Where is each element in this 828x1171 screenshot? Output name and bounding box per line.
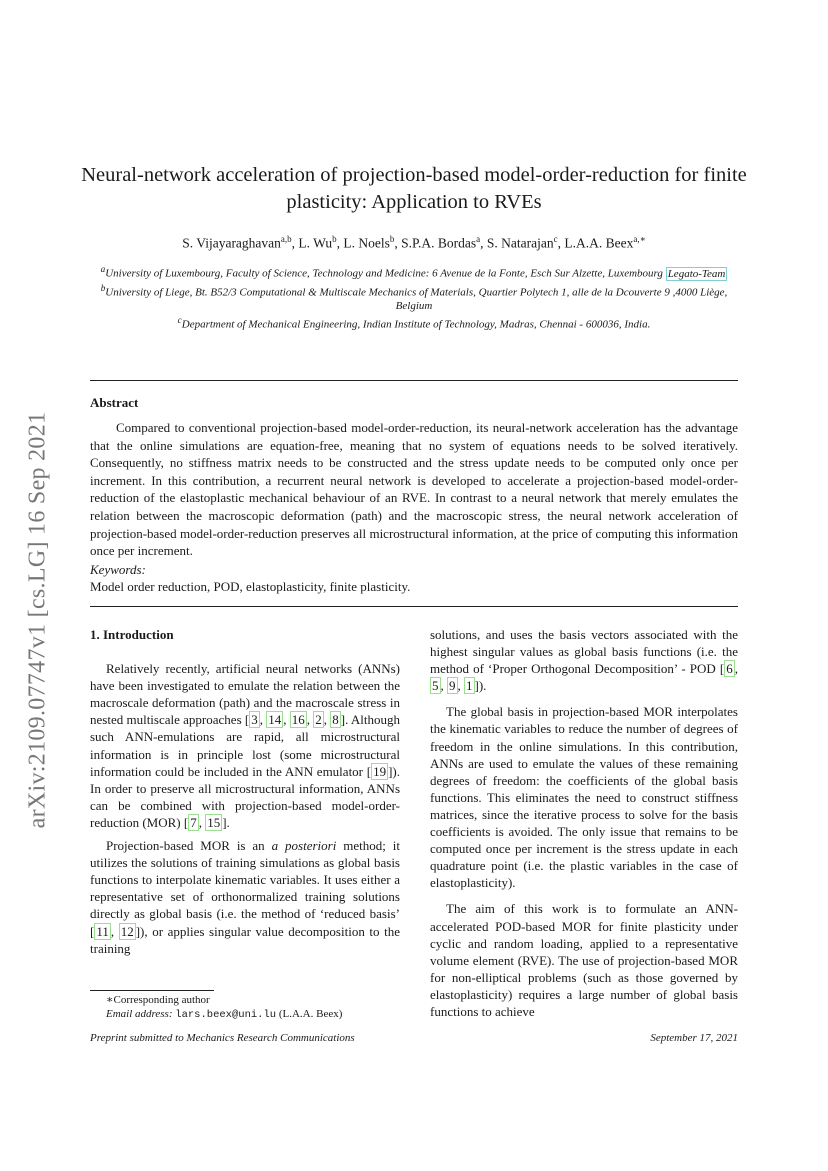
citation-link[interactable]: 1 (466, 678, 473, 694)
citation-link[interactable]: 15 (207, 814, 221, 830)
intro-paragraph-2-continued: solutions, and uses the basis vectors associated with the highest singular values as global basis functions (i.e. the method of ‘Proper Orthogonal Decomposition’ - POD [ 6 , 5 , 9 , 1 ]). (430, 627, 738, 694)
intro-paragraph-1: Relatively recently, artificial neural networks (ANNs) have been investigated to emulate the relation between the macroscale deformation (path) and the macroscale stress in nested multiscale approaches [ 3 , 14 , 16 , 2 , 8 ]. Although such ANN-emulations are rapid, all microstructural information is in principle lost (some microstructural information could be included in the ANN emulator [ 19 ]). In order to preserve all microstructural information, ANNs can be combined with projection-based model-order-reduction (MOR) [ 7 , 15 ]. (90, 661, 401, 830)
affiliation-a: $^a$University of Luxembourg, Faculty of Science, Technology and Medicine: 6 Avenue de la Fonte, Esch Sur Alzette, Luxembourg Legato-Team (100, 264, 726, 280)
keywords-text: Model order reduction, POD, elastoplasticity, finite plasticity. (90, 579, 411, 594)
citation-link[interactable]: 7 (190, 814, 197, 830)
email-link[interactable]: lars.beex@uni.lu (175, 1009, 277, 1021)
right-column (430, 626, 738, 1020)
email-line: Email address: lars.beex@uni.lu (L.A.A. Beex) (106, 1008, 343, 1021)
affiliation-c: $^c$Department of Mechanical Engineering, Indian Institute of Technology, Madras, Chennai - 600036, India. (177, 315, 651, 331)
intro-paragraph-3: The global basis in projection-based MOR interpolates the kinematic variables to reduce the number of degrees of freedom in the online simulations. In this contribution, ANNs are used to emulate the values of these remaining degrees of freedom: the coefficients of the global basis functions. This eliminates the need to construct stiffness matrices, since the iterative process to solve for the basis coefficients is avoided. The only issue that remains to be computed once per increment is the stress update in each quadrature point (i.e. the plastic variables in the case of elastoplasticity). (430, 704, 738, 891)
footer-date: September 17, 2021 (650, 1032, 738, 1044)
paper-title: Neural-network acceleration of projection-based model-order-reduction for finite plasticity: Application to RVEs (81, 164, 747, 213)
citation-link[interactable]: 12 (120, 923, 134, 939)
citation-link[interactable]: 11 (96, 923, 109, 939)
footer-journal: Preprint submitted to Mechanics Research Communications (90, 1032, 355, 1044)
abstract-bottom-rule (90, 606, 738, 607)
arxiv-id: arXiv:2109.07747v1 [cs.LG] 16 Sep 2021 (24, 411, 51, 829)
left-column (90, 626, 400, 957)
section-heading: 1. Introduction (90, 627, 174, 642)
citation-link[interactable]: 14 (268, 712, 282, 728)
citation-link[interactable]: 9 (449, 678, 456, 694)
intro-paragraph-2: Projection-based MOR is an a posteriori method; it utilizes the solutions of training simulations as global basis functions to interpolate kinematic variables. It uses either a representative set of orthonormalized training solutions directly as global basis (i.e. the method of ‘reduced basis’ [ 11 , 12 ]), or applies singular value decomposition to the training (90, 838, 400, 956)
corresponding-author-note: ∗Corresponding author (106, 994, 210, 1006)
intro-paragraph-4: The aim of this work is to formulate an ANN-accelerated POD-based MOR for finite plasticity under cyclic and random loading, applied to a representative volume element (RVE). The use of projection-based MOR for non-elliptical problems (such as those governed by elastoplasticity) requires a large number of global basis functions to achieve (430, 901, 738, 1019)
abstract-top-rule (90, 380, 738, 381)
keywords-heading: Keywords: (90, 562, 146, 577)
footnote-rule (90, 990, 214, 991)
footnote (90, 993, 400, 1022)
author-list: S. Vijayaraghavan$^{a,b}$, L. Wu$^b$, L. Noels$^b$, S.P.A. Bordas$^a$, S. Natarajan$^c$, L.A.A. Beex$^{a,∗}$ (182, 234, 646, 251)
citation-link[interactable]: 2 (315, 712, 322, 728)
affiliations (100, 262, 728, 332)
citation-link[interactable]: 19 (373, 763, 387, 779)
abstract-text: Compared to conventional projection-based model-order-reduction, its neural-network acceleration has the advantage that the online simulations are equation-free, meaning that no system of equations needs to be solved iteratively. Consequently, no stiffness matrix needs to be constructed and the stress update needs to be computed only once per increment. In this contribution, a recurrent neural network is developed to accelerate a projection-based model-order-reduction of the elastoplastic mechanical behaviour of an RVE. In contrast to a neural network that merely emulates the relation between the macroscopic deformation (path) and the macroscopic stress, the neural network acceleration of projection-based model-order-reduction preserves all microstructural information, at the price of computing this information once per increment. (90, 420, 738, 559)
citation-link[interactable]: 16 (291, 712, 305, 728)
citation-link[interactable]: 5 (432, 678, 439, 694)
citation-link[interactable]: 3 (251, 712, 258, 728)
affiliation-b: $^b$University of Liege, Bt. B52/3 Computational & Multiscale Mechanics of Materials, Quartier Polytech 1, alle de la Dcouverte 9 ,4000 Liège, Belgium (100, 282, 728, 313)
arxiv-stamp (18, 380, 58, 860)
abstract-heading: Abstract (90, 395, 139, 410)
legato-team-link[interactable]: Legato-Team (667, 267, 726, 280)
citation-link[interactable]: 8 (332, 712, 339, 728)
citation-link[interactable]: 6 (726, 661, 733, 677)
